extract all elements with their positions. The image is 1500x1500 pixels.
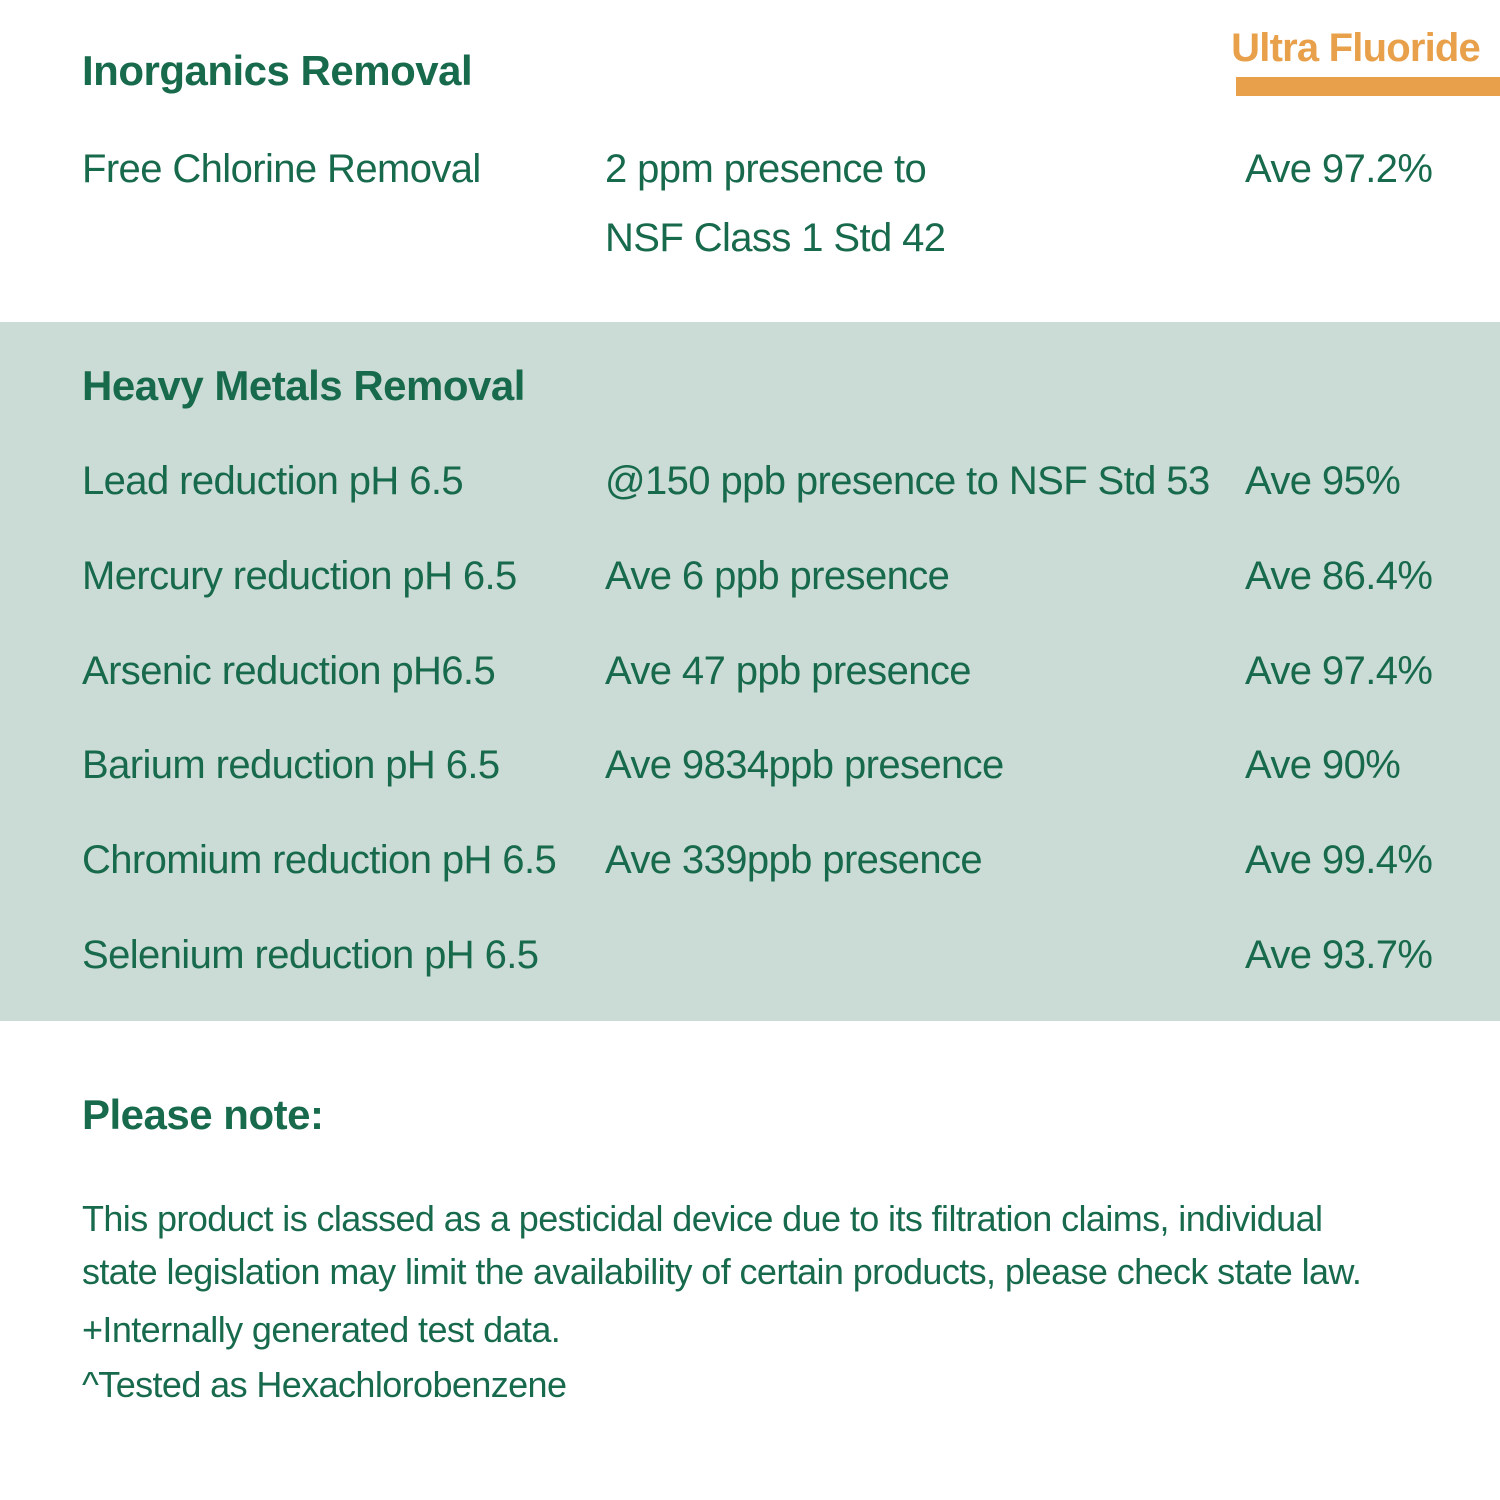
note-title: Please note: bbox=[82, 1091, 324, 1138]
section-title-heavy-metals: Heavy Metals Removal bbox=[82, 362, 525, 409]
spec-label: Free Chlorine Removal bbox=[82, 147, 481, 191]
product-badge-label: Ultra Fluoride bbox=[1231, 26, 1480, 70]
spec-result: Ave 99.4% bbox=[1245, 838, 1433, 882]
spec-result: Ave 93.7% bbox=[1245, 933, 1433, 977]
spec-result: Ave 97.4% bbox=[1245, 649, 1433, 693]
section-title-inorganics: Inorganics Removal bbox=[82, 47, 473, 94]
note-line: +Internally generated test data. bbox=[82, 1309, 561, 1350]
spec-condition: Ave 47 ppb presence bbox=[605, 649, 971, 693]
spec-result: Ave 86.4% bbox=[1245, 554, 1433, 598]
note-line: state legislation may limit the availability of certain products, please check state law. bbox=[82, 1251, 1362, 1292]
spec-label: Chromium reduction pH 6.5 bbox=[82, 838, 557, 882]
spec-label: Selenium reduction pH 6.5 bbox=[82, 933, 539, 977]
spec-label: Barium reduction pH 6.5 bbox=[82, 743, 500, 787]
spec-condition: Ave 9834ppb presence bbox=[605, 743, 1004, 787]
spec-condition: Ave 339ppb presence bbox=[605, 838, 983, 882]
note-line: ^Tested as Hexachlorobenzene bbox=[82, 1364, 567, 1405]
spec-condition: @150 ppb presence to NSF Std 53 bbox=[605, 459, 1210, 503]
spec-condition-line: 2 ppm presence to bbox=[605, 147, 927, 191]
spec-condition: Ave 6 ppb presence bbox=[605, 554, 950, 598]
product-badge-underline-bar bbox=[1236, 77, 1500, 96]
spec-result: Ave 97.2% bbox=[1245, 147, 1433, 191]
spec-label: Lead reduction pH 6.5 bbox=[82, 459, 464, 503]
spec-condition-line: NSF Class 1 Std 42 bbox=[605, 216, 946, 260]
note-line: This product is classed as a pesticidal device due to its filtration claims, individual bbox=[82, 1198, 1323, 1239]
spec-label: Arsenic reduction pH6.5 bbox=[82, 649, 496, 693]
spec-result: Ave 95% bbox=[1245, 459, 1401, 503]
spec-result: Ave 90% bbox=[1245, 743, 1401, 787]
spec-label: Mercury reduction pH 6.5 bbox=[82, 554, 517, 598]
